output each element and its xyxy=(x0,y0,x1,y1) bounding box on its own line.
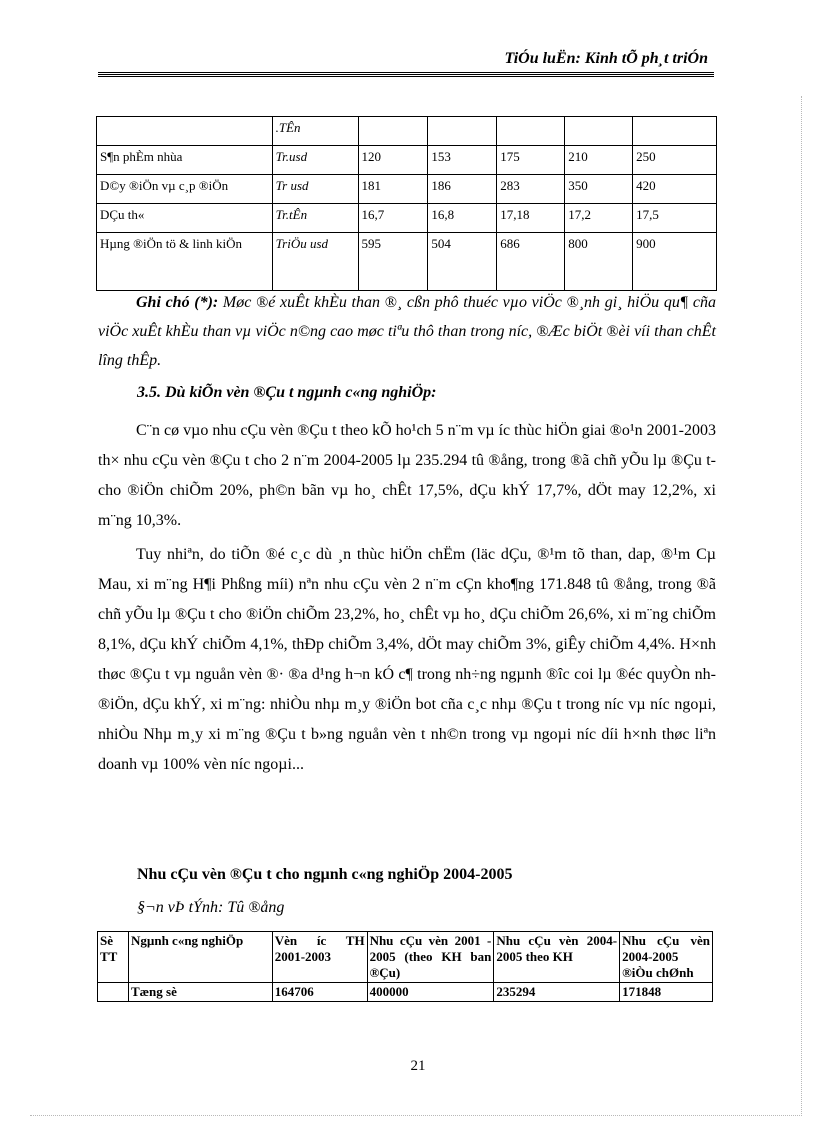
table-cell: 164706 xyxy=(272,983,367,1002)
page-border-bottom xyxy=(30,1115,802,1116)
table-cell: 153 xyxy=(428,146,497,175)
table-cell xyxy=(565,117,633,146)
page-header xyxy=(98,50,714,80)
table-cell: 171848 xyxy=(620,983,713,1002)
table-cell xyxy=(497,117,565,146)
table-cell: 175 xyxy=(497,146,565,175)
table-cell: 350 xyxy=(565,175,633,204)
table-cell: DÇu th« xyxy=(97,204,273,233)
table-cell xyxy=(428,117,497,146)
table-row xyxy=(97,175,717,204)
header-title: TiÓu luËn: Kinh tÕ ph¸t triÓn xyxy=(504,50,708,67)
table-cell: Tr.tÊn xyxy=(272,204,358,233)
header-rule-thin xyxy=(98,76,714,77)
export-table xyxy=(96,116,717,291)
table-header-cell: Nhu cÇu vèn 2004-2005 ®iÒu chØnh xyxy=(620,932,713,983)
table-cell: Hµng ®iÖn tö & linh kiÖn xyxy=(97,233,273,291)
table-cell: 16,7 xyxy=(358,204,428,233)
table-cell: 17,5 xyxy=(633,204,717,233)
table-cell: Tæng sè xyxy=(128,983,272,1002)
table-cell: 283 xyxy=(497,175,565,204)
table-cell: TriÖu usd xyxy=(272,233,358,291)
table-cell: S¶n phÈm nhùa xyxy=(97,146,273,175)
investment-table xyxy=(97,931,713,1002)
table-cell: D©y ®iÖn vµ c¸p ®iÖn xyxy=(97,175,273,204)
table-row xyxy=(97,117,717,146)
table-row xyxy=(97,146,717,175)
table-header-cell: Vèn íc TH 2001-2003 xyxy=(272,932,367,983)
table-cell xyxy=(358,117,428,146)
table-header-cell: Nhu cÇu vèn 2001 - 2005 (theo KH ban ®Çu) xyxy=(367,932,494,983)
page-border-right xyxy=(801,96,802,1116)
section-heading: 3.5. Dù kiÕn vèn ®Çu t ngµnh c«ng nghiÖp: xyxy=(137,384,437,401)
table-cell: 595 xyxy=(358,233,428,291)
table-header-cell: Nhu cÇu vèn 2004-2005 theo KH xyxy=(494,932,620,983)
table-cell: Tr usd xyxy=(272,175,358,204)
table-cell: 900 xyxy=(633,233,717,291)
paragraph: Tuy nhiªn, do tiÕn ®é c¸c dù ¸n thùc hiÖn chËm (läc dÇu, ®¹m tõ than, dap, ®¹m Cµ Mau, xi m¨ng H¶i Phßng míi) nªn nhu cÇu vèn 2 n¨m cÇn kho¶ng 171.848 tû ®ång, trong ®ã chñ yÕu lµ ®Çu t cho ®iÖn chiÕm 23,2%, ho¸ chÊt vµ ho¸ dÇu chiÕm 26,6%, xi m¨ng chiÕm 8,1%, dÇu khÝ chiÕm 4,1%, thÐp chiÕm 3,4%, dÖt may chiÕm 3%, giÊy chiÕm 4,4%. H×nh thøc ®Çu t vµ nguån vèn ®· ®a d¹ng h¬n kÓ c¶ trong nh÷ng ngµnh ®îc coi lµ ®éc quyÒn nh ®iÖn, dÇu khÝ, xi m¨ng: nhiÒu nhµ m¸y ®iÖn bot cña c¸c nhµ ®Çu t trong níc vµ níc ngoµi, nhiÒu Nhµ m¸y xi m¨ng ®Çu t b»ng nguån vèn t nh©n trong vµ ngoµi níc díi h×nh thøc liªn doanh vµ 100% vèn níc ngoµi... xyxy=(98,546,716,773)
table-row xyxy=(97,233,717,291)
table-cell: 16,8 xyxy=(428,204,497,233)
table-cell xyxy=(97,117,273,146)
table-cell: 120 xyxy=(358,146,428,175)
table-title: Nhu cÇu vèn ®Çu t cho ngµnh c«ng nghiÖp 2004-2005 xyxy=(137,866,513,883)
note-label: Ghi chó (*): xyxy=(136,294,219,311)
table-cell: 420 xyxy=(633,175,717,204)
table-header-cell: Ngµnh c«ng nghiÖp xyxy=(128,932,272,983)
table-cell: 17,2 xyxy=(565,204,633,233)
table-row xyxy=(97,204,717,233)
table-row xyxy=(98,983,713,1002)
table-cell: 17,18 xyxy=(497,204,565,233)
table-cell xyxy=(633,117,717,146)
page-number: 21 xyxy=(410,1058,426,1074)
paragraph: C¨n cø vµo nhu cÇu vèn ®Çu t theo kÕ ho¹ch 5 n¨m vµ íc thùc hiÖn giai ®o¹n 2001-2003 th× nhu cÇu vèn ®Çu t cho 2 n¨m 2004-2005 lµ 235.294 tû ®ång, trong ®ã chñ yÕu lµ ®Çu t cho ®iÖn chiÕm 20%, ph©n bãn vµ ho¸ chÊt 17,5%, dÇu khÝ 17,7%, dÖt may 12,2%, xi m¨ng 10,3%. xyxy=(98,422,716,529)
table-header-row xyxy=(98,932,713,983)
table-unit: §¬n vÞ tÝnh: Tû ®ång xyxy=(137,899,285,916)
table-header-cell: Sè TT xyxy=(98,932,129,983)
table-cell: 235294 xyxy=(494,983,620,1002)
table-cell: Tr.usd xyxy=(272,146,358,175)
note-text: Møc ®é xuÊt khÈu than ®¸ cßn phô thuéc vµo viÖc ®¸nh gi¸ hiÖu qu¶ cña viÖc xuÊt khÈu than vµ viÖc n©ng cao møc tiªu thô than trong níc, ®Æc biÖt ®èi víi than chÊt lîng thÊp. xyxy=(98,294,716,369)
table-cell: 686 xyxy=(497,233,565,291)
table-cell: 181 xyxy=(358,175,428,204)
header-rule xyxy=(98,72,714,75)
table-note xyxy=(98,288,716,375)
table-cell: 186 xyxy=(428,175,497,204)
table-cell: 504 xyxy=(428,233,497,291)
table-cell: 400000 xyxy=(367,983,494,1002)
table-cell: .TÊn xyxy=(272,117,358,146)
table-cell: 210 xyxy=(565,146,633,175)
table-cell xyxy=(98,983,129,1002)
table-cell: 250 xyxy=(633,146,717,175)
table-cell: 800 xyxy=(565,233,633,291)
